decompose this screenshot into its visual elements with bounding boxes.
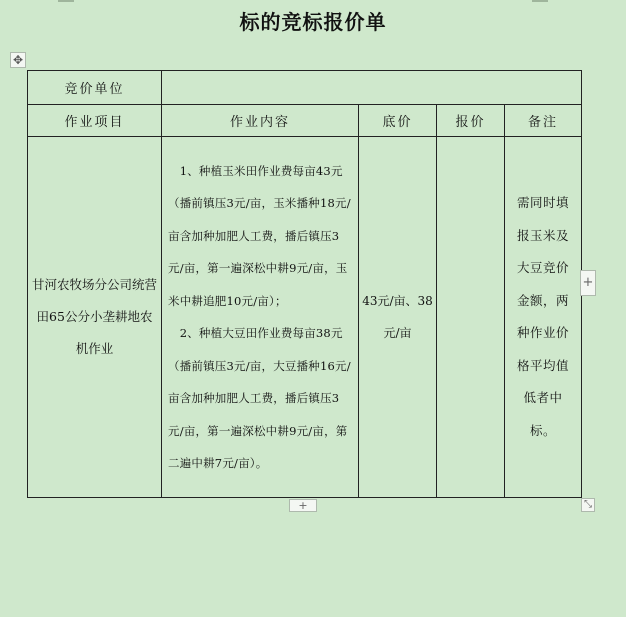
bidder-row bbox=[28, 71, 582, 105]
plus-icon: + bbox=[582, 275, 594, 290]
plus-icon: + bbox=[298, 499, 308, 512]
base-price-cell[interactable] bbox=[359, 137, 437, 498]
quote-cell[interactable] bbox=[437, 137, 505, 498]
header-row bbox=[28, 105, 582, 137]
item-cell[interactable] bbox=[28, 137, 162, 498]
table-row bbox=[28, 137, 582, 498]
remark-cell[interactable] bbox=[505, 137, 582, 498]
table-move-icon[interactable]: ✥ bbox=[10, 52, 26, 68]
document-title: 标的竞标报价单 bbox=[239, 10, 387, 34]
content-text: 1、种植玉米田作业费每亩43元（播前镇压3元/亩，玉米播种18元/亩含加种加肥人工费，播后镇压3元/亩，第一遍深松中耕9元/亩，玉米中耕追肥10元/亩）； 2、种植大豆田作业费每亩38元（播前镇压3元/亩，大豆播种16元/亩含加种加肥人工费，播后镇压3元/亩，第一遍深松中耕9元/亩，第二遍中耕7元/亩）。 bbox=[168, 163, 351, 470]
base-price-text: 43元/亩、38元/亩 bbox=[362, 294, 433, 340]
bidder-label: 竞价单位 bbox=[28, 71, 162, 105]
header-base-price: 底价 bbox=[359, 105, 437, 137]
remark-text: 需同时填报玉米及大豆竞价金额，两种作业价格平均值低者中标。 bbox=[516, 195, 569, 438]
content-cell[interactable] bbox=[162, 137, 359, 498]
header-remark: 备注 bbox=[505, 105, 582, 137]
header-content: 作业内容 bbox=[162, 105, 359, 137]
page-corner-mark-right bbox=[532, 0, 548, 2]
quote-table bbox=[27, 70, 582, 498]
header-item: 作业项目 bbox=[28, 105, 162, 137]
page-corner-mark-left bbox=[58, 0, 74, 2]
add-column-button[interactable] bbox=[580, 270, 596, 296]
bidder-value-cell[interactable] bbox=[162, 71, 582, 105]
header-quote: 报价 bbox=[437, 105, 505, 137]
item-text: 甘河农牧场分公司统营田65公分小垄耕地农机作业 bbox=[32, 277, 158, 356]
add-row-button[interactable] bbox=[289, 499, 317, 512]
table-resize-icon[interactable]: ⤡ bbox=[581, 498, 595, 512]
